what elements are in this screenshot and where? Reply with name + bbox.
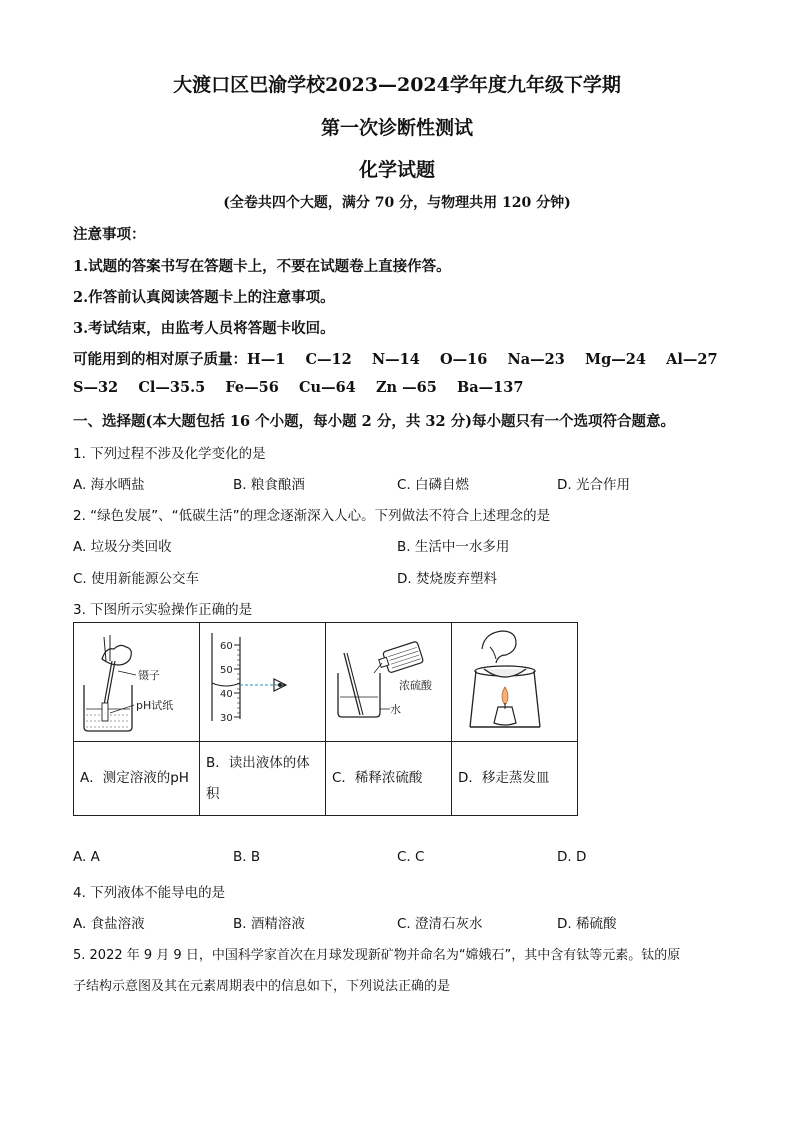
q2-option-b: B. 生活中一水多用 <box>397 539 510 555</box>
exam-subtitle-diagnostic: 第一次诊断性测试 <box>320 117 473 139</box>
q3-figure-table <box>73 622 578 816</box>
q3-stem: 3. 下图所示实验操作正确的是 <box>73 602 253 618</box>
q4-option-a: A. 食盐溶液 <box>73 916 145 932</box>
figure-c-cell <box>326 623 452 742</box>
figure-b-cell <box>200 623 326 742</box>
scale-label-60: 60 <box>220 641 233 652</box>
scale-label-40: 40 <box>220 689 233 700</box>
atomic-masses-line-1: 可能用到的相对原子质量：H—1 C—12 N—14 O—16 Na—23 Mg—24 Al—27 <box>73 351 718 368</box>
q1-option-a: A. 海水晒盐 <box>73 477 145 493</box>
q3-option-c: C. C <box>397 849 425 865</box>
caption-c: C．稀释浓硫酸 <box>326 742 452 816</box>
evaporating-dish-illustration <box>452 623 577 737</box>
note-item-3: 3.考试结束，由监考人员将答题卡收回。 <box>73 320 335 337</box>
q1-option-b: B. 粮食酿酒 <box>233 477 305 493</box>
notes-heading: 注意事项： <box>73 226 146 243</box>
q5-stem-line-2: 子结构示意图及其在元素周期表中的信息如下，下列说法正确的是 <box>73 979 451 994</box>
dilution-illustration <box>326 623 451 737</box>
q1-option-d: D. 光合作用 <box>557 477 630 493</box>
q4-option-d: D. 稀硫酸 <box>557 916 617 932</box>
q1-option-c: C. 白磷自燃 <box>397 477 470 493</box>
note-item-2: 2.作答前认真阅读答题卡上的注意事项。 <box>73 289 335 306</box>
q4-stem: 4. 下列液体不能导电的是 <box>73 885 226 901</box>
caption-a: A．测定溶液的pH <box>74 742 200 816</box>
q4-option-c: C. 澄清石灰水 <box>397 916 483 932</box>
q4-option-b: B. 酒精溶液 <box>233 916 305 932</box>
scale-label-50: 50 <box>220 665 233 676</box>
caption-d: D．移走蒸发皿 <box>452 742 578 816</box>
atomic-masses-line-2: S—32 Cl—35.5 Fe—56 Cu—64 Zn —65 Ba—137 <box>73 379 524 396</box>
scale-label-30: 30 <box>220 713 233 724</box>
ph-paper-label: pH试纸 <box>136 699 174 712</box>
q1-stem: 1. 下列过程不涉及化学变化的是 <box>73 446 266 462</box>
q5-stem-line-1: 5. 2022 年 9 月 9 日，中国科学家首次在月球发现新矿物并命名为“嫦娥石”，其中含有钛等元素。钛的原 <box>73 948 681 963</box>
note-item-1: 1.试题的答案书写在答题卡上，不要在试题卷上直接作答。 <box>73 258 451 275</box>
conc-acid-label: 浓硫酸 <box>399 679 432 692</box>
exam-info: (全卷共四个大题，满分 70 分，与物理共用 120 分钟) <box>223 195 571 211</box>
section1-heading: 一、选择题(本大题包括 16 个小题，每小题 2 分，共 32 分)每小题只有一个选项符合题意。 <box>73 413 675 430</box>
ph-test-illustration <box>74 623 199 737</box>
figure-a-cell <box>74 623 200 742</box>
figure-d-cell <box>452 623 578 742</box>
water-label: 水 <box>390 703 401 716</box>
subject-title: 化学试题 <box>358 159 435 181</box>
exam-title: 大渡口区巴渝学校2023—2024学年度九年级下学期 <box>173 74 621 96</box>
q3-option-b: B. B <box>233 849 261 865</box>
tweezers-label: 镊子 <box>138 669 160 682</box>
q2-option-a: A. 垃圾分类回收 <box>73 539 172 555</box>
graduated-cylinder-illustration <box>200 623 325 737</box>
q2-option-c: C. 使用新能源公交车 <box>73 571 200 587</box>
q3-option-d: D. D <box>557 849 587 865</box>
q3-option-a: A. A <box>73 849 100 865</box>
caption-b: B．读出液体的体积 <box>200 742 326 816</box>
q2-option-d: D. 焚烧废弃塑料 <box>397 571 497 587</box>
q2-stem: 2. “绿色发展”、“低碳生活”的理念逐渐深入人心。下列做法不符合上述理念的是 <box>73 508 551 524</box>
